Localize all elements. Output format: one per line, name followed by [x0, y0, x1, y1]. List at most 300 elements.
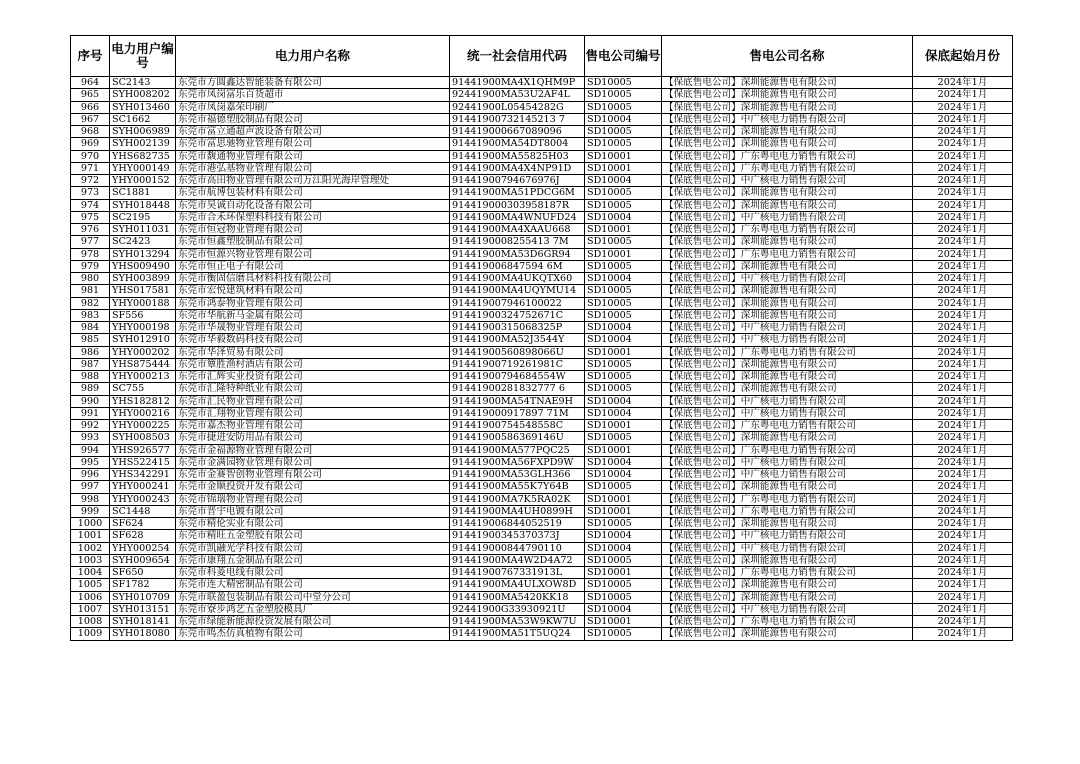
company-name-cell: 【保底售电公司】广东粤电电力销售有限公司 [662, 493, 913, 505]
company-no-cell: SD10005 [585, 126, 662, 138]
start-month-cell: 2024年1月 [913, 603, 1013, 615]
seq-cell: 1005 [71, 579, 110, 591]
seq-cell: 991 [71, 407, 110, 419]
user-name-cell: 东莞市金赛智创物业管理有限公司 [176, 469, 450, 481]
table-row [71, 248, 1013, 260]
user-no-cell: YHS682735 [110, 150, 176, 162]
company-no-cell: SD10004 [585, 334, 662, 346]
credit-code-cell: 91441900754548558C [450, 420, 585, 432]
company-no-cell: SD10005 [585, 260, 662, 272]
seq-cell: 981 [71, 285, 110, 297]
company-no-cell: SD10004 [585, 542, 662, 554]
company-no-cell: SD10005 [585, 77, 662, 89]
company-no-cell: SD10005 [585, 199, 662, 211]
start-month-cell: 2024年1月 [913, 150, 1013, 162]
credit-code-cell: 914419006847594 6M [450, 260, 585, 272]
start-month-cell: 2024年1月 [913, 297, 1013, 309]
seq-cell: 978 [71, 248, 110, 260]
table-row [71, 579, 1013, 591]
company-name-cell: 【保底售电公司】深圳能源售电有限公司 [662, 481, 913, 493]
start-month-cell: 2024年1月 [913, 187, 1013, 199]
seq-cell: 976 [71, 224, 110, 236]
seq-cell: 995 [71, 456, 110, 468]
company-name-cell: 【保底售电公司】广东粤电电力销售有限公司 [662, 224, 913, 236]
company-no-cell: SD10005 [585, 481, 662, 493]
user-no-cell: SYH018141 [110, 616, 176, 628]
start-month-cell: 2024年1月 [913, 567, 1013, 579]
start-month-cell: 2024年1月 [913, 346, 1013, 358]
start-month-cell: 2024年1月 [913, 456, 1013, 468]
seq-cell: 973 [71, 187, 110, 199]
user-no-cell: SYH008503 [110, 432, 176, 444]
company-no-cell: SD10001 [585, 248, 662, 260]
table-row [71, 309, 1013, 321]
user-name-cell: 东莞市港弘基物业管理有限公司 [176, 162, 450, 174]
company-name-cell: 【保底售电公司】深圳能源售电有限公司 [662, 591, 913, 603]
start-month-cell: 2024年1月 [913, 505, 1013, 517]
company-no-cell: SD10005 [585, 518, 662, 530]
start-month-cell: 2024年1月 [913, 236, 1013, 248]
user-name-cell: 东莞市联盈包装制品有限公司中堂分公司 [176, 591, 450, 603]
credit-code-cell: 914419000844790110 [450, 542, 585, 554]
user-name-cell: 东莞市福德塑胶制品有限公司 [176, 113, 450, 125]
user-name-cell: 东莞市馥通物业管理有限公司 [176, 150, 450, 162]
user-name-cell: 东莞市方圆鑫达智能装备有限公司 [176, 77, 450, 89]
credit-code-cell: 91441900794684554W [450, 371, 585, 383]
company-no-cell: SD10005 [585, 554, 662, 566]
header-user-no: 电力用户编号 [110, 36, 176, 77]
credit-code-cell: 91441900MA54TNAE9H [450, 395, 585, 407]
credit-code-cell: 9144190008255413 7M [450, 236, 585, 248]
company-name-cell: 【保底售电公司】中广核电力销售有限公司 [662, 322, 913, 334]
user-no-cell: SF624 [110, 518, 176, 530]
table-row [71, 628, 1013, 640]
user-no-cell: SF556 [110, 309, 176, 321]
user-no-cell: YHS017581 [110, 285, 176, 297]
start-month-cell: 2024年1月 [913, 322, 1013, 334]
user-no-cell: SYH018080 [110, 628, 176, 640]
user-name-cell: 东莞市凤岗嘉荣印刷厂 [176, 101, 450, 113]
user-name-cell: 东莞市高田物业管理有限公司万江阳光海岸管理处 [176, 175, 450, 187]
user-name-cell: 东莞市凯融光学科技有限公司 [176, 542, 450, 554]
company-name-cell: 【保底售电公司】中广核电力销售有限公司 [662, 456, 913, 468]
table-row [71, 162, 1013, 174]
start-month-cell: 2024年1月 [913, 89, 1013, 101]
user-no-cell: YHY000216 [110, 407, 176, 419]
seq-cell: 1000 [71, 518, 110, 530]
header-company-no: 售电公司编号 [585, 36, 662, 77]
user-name-cell: 东莞市捷进安防用品有限公司 [176, 432, 450, 444]
table-row [71, 358, 1013, 370]
table-row [71, 138, 1013, 150]
credit-code-cell: 91441900794676976J [450, 175, 585, 187]
user-name-cell: 东莞市金顺投资开发有限公司 [176, 481, 450, 493]
table-row [71, 346, 1013, 358]
seq-cell: 1009 [71, 628, 110, 640]
table-row [71, 322, 1013, 334]
credit-code-cell: 91441900MA54DT8004 [450, 138, 585, 150]
company-name-cell: 【保底售电公司】广东粤电电力销售有限公司 [662, 616, 913, 628]
user-name-cell: 东莞市精旺五金塑胶有限公司 [176, 530, 450, 542]
company-name-cell: 【保底售电公司】中广核电力销售有限公司 [662, 334, 913, 346]
seq-cell: 1003 [71, 554, 110, 566]
user-name-cell: 东莞市凤岗富乐百货超市 [176, 89, 450, 101]
header-company-name: 售电公司名称 [662, 36, 913, 77]
seq-cell: 964 [71, 77, 110, 89]
table-row [71, 481, 1013, 493]
seq-cell: 972 [71, 175, 110, 187]
table-row [71, 89, 1013, 101]
seq-cell: 979 [71, 260, 110, 272]
seq-cell: 998 [71, 493, 110, 505]
credit-code-cell: 91441900MA53D6GR94 [450, 248, 585, 260]
user-name-cell: 东莞市科菱电线有限公司 [176, 567, 450, 579]
start-month-cell: 2024年1月 [913, 101, 1013, 113]
company-no-cell: SD10005 [585, 187, 662, 199]
credit-code-cell: 91441900560898066U [450, 346, 585, 358]
guarantee-supply-table [70, 35, 1013, 641]
company-name-cell: 【保底售电公司】深圳能源售电有限公司 [662, 297, 913, 309]
user-no-cell: YHS522415 [110, 456, 176, 468]
seq-cell: 1006 [71, 591, 110, 603]
seq-cell: 996 [71, 469, 110, 481]
user-no-cell: YHS926577 [110, 444, 176, 456]
credit-code-cell: 91441900MA55K7Y64B [450, 481, 585, 493]
seq-cell: 977 [71, 236, 110, 248]
company-name-cell: 【保底售电公司】广东粤电电力销售有限公司 [662, 346, 913, 358]
company-name-cell: 【保底售电公司】深圳能源售电有限公司 [662, 236, 913, 248]
user-no-cell: SYH003899 [110, 273, 176, 285]
table-row [71, 395, 1013, 407]
seq-cell: 967 [71, 113, 110, 125]
start-month-cell: 2024年1月 [913, 407, 1013, 419]
company-name-cell: 【保底售电公司】中广核电力销售有限公司 [662, 407, 913, 419]
table-row [71, 616, 1013, 628]
table-row [71, 101, 1013, 113]
start-month-cell: 2024年1月 [913, 273, 1013, 285]
table-row [71, 297, 1013, 309]
user-no-cell: YHS009490 [110, 260, 176, 272]
seq-cell: 968 [71, 126, 110, 138]
start-month-cell: 2024年1月 [913, 493, 1013, 505]
company-no-cell: SD10004 [585, 456, 662, 468]
seq-cell: 969 [71, 138, 110, 150]
user-no-cell: SF628 [110, 530, 176, 542]
seq-cell: 988 [71, 371, 110, 383]
user-name-cell: 东莞市华航新马金属有限公司 [176, 309, 450, 321]
start-month-cell: 2024年1月 [913, 260, 1013, 272]
header-credit-code: 统一社会信用代码 [450, 36, 585, 77]
table-row [71, 420, 1013, 432]
user-no-cell: YHY000241 [110, 481, 176, 493]
company-no-cell: SD10001 [585, 162, 662, 174]
company-no-cell: SD10005 [585, 297, 662, 309]
user-no-cell: YHY000188 [110, 297, 176, 309]
start-month-cell: 2024年1月 [913, 591, 1013, 603]
company-no-cell: SD10001 [585, 420, 662, 432]
credit-code-cell: 91441900MA7K5RA02K [450, 493, 585, 505]
company-no-cell: SD10005 [585, 383, 662, 395]
seq-cell: 987 [71, 358, 110, 370]
start-month-cell: 2024年1月 [913, 469, 1013, 481]
credit-code-cell: 914419000667089096 [450, 126, 585, 138]
start-month-cell: 2024年1月 [913, 248, 1013, 260]
user-no-cell: YHY000198 [110, 322, 176, 334]
user-no-cell: SYH010709 [110, 591, 176, 603]
user-no-cell: SYH006989 [110, 126, 176, 138]
company-name-cell: 【保底售电公司】深圳能源售电有限公司 [662, 518, 913, 530]
user-name-cell: 东莞市连大精密制品有限公司 [176, 579, 450, 591]
credit-code-cell: 92441900MA53U2AF4L [450, 89, 585, 101]
company-no-cell: SD10005 [585, 89, 662, 101]
company-name-cell: 【保底售电公司】广东粤电电力销售有限公司 [662, 444, 913, 456]
table-row [71, 211, 1013, 223]
table-row [71, 554, 1013, 566]
start-month-cell: 2024年1月 [913, 628, 1013, 640]
user-no-cell: SYH009654 [110, 554, 176, 566]
spreadsheet-page [70, 35, 1012, 641]
credit-code-cell: 91441900719261981C [450, 358, 585, 370]
company-name-cell: 【保底售电公司】深圳能源售电有限公司 [662, 358, 913, 370]
user-no-cell: YHS182812 [110, 395, 176, 407]
table-row [71, 591, 1013, 603]
table-row [71, 383, 1013, 395]
credit-code-cell: 91441900MA53GLH366 [450, 469, 585, 481]
user-name-cell: 东莞市锦瑞物业管理有限公司 [176, 493, 450, 505]
company-no-cell: SD10004 [585, 469, 662, 481]
company-name-cell: 【保底售电公司】广东粤电电力销售有限公司 [662, 248, 913, 260]
seq-cell: 1007 [71, 603, 110, 615]
start-month-cell: 2024年1月 [913, 432, 1013, 444]
table-row [71, 126, 1013, 138]
credit-code-cell: 91441900MA577PQC25 [450, 444, 585, 456]
company-no-cell: SD10001 [585, 493, 662, 505]
company-no-cell: SD10005 [585, 358, 662, 370]
company-no-cell: SD10001 [585, 346, 662, 358]
credit-code-cell: 91441900MA56FXPD9W [450, 456, 585, 468]
seq-cell: 993 [71, 432, 110, 444]
seq-cell: 980 [71, 273, 110, 285]
company-no-cell: SD10001 [585, 616, 662, 628]
credit-code-cell: 91441900MA52J3544Y [450, 334, 585, 346]
table-row [71, 175, 1013, 187]
table-row [71, 77, 1013, 89]
company-no-cell: SD10004 [585, 603, 662, 615]
user-name-cell: 东莞市衡固信磨具材料科技有限公司 [176, 273, 450, 285]
table-row [71, 260, 1013, 272]
table-row [71, 273, 1013, 285]
company-no-cell: SD10001 [585, 444, 662, 456]
start-month-cell: 2024年1月 [913, 224, 1013, 236]
start-month-cell: 2024年1月 [913, 138, 1013, 150]
start-month-cell: 2024年1月 [913, 530, 1013, 542]
user-name-cell: 东莞市恒冠物业管理有限公司 [176, 224, 450, 236]
user-name-cell: 东莞市合禾环保塑料科技有限公司 [176, 211, 450, 223]
company-no-cell: SD10005 [585, 285, 662, 297]
table-row [71, 236, 1013, 248]
user-name-cell: 东莞市汇隆特种纸业有限公司 [176, 383, 450, 395]
seq-cell: 970 [71, 150, 110, 162]
company-name-cell: 【保底售电公司】广东粤电电力销售有限公司 [662, 150, 913, 162]
company-no-cell: SD10005 [585, 432, 662, 444]
company-name-cell: 【保底售电公司】深圳能源售电有限公司 [662, 285, 913, 297]
company-name-cell: 【保底售电公司】深圳能源售电有限公司 [662, 260, 913, 272]
user-name-cell: 东莞市寮步鸿艺五金塑胶模具厂 [176, 603, 450, 615]
start-month-cell: 2024年1月 [913, 199, 1013, 211]
user-name-cell: 东莞市嘉杰物业管理有限公司 [176, 420, 450, 432]
start-month-cell: 2024年1月 [913, 113, 1013, 125]
user-no-cell: SYH011031 [110, 224, 176, 236]
seq-cell: 986 [71, 346, 110, 358]
company-name-cell: 【保底售电公司】深圳能源售电有限公司 [662, 187, 913, 199]
user-name-cell: 东莞市精伦实业有限公司 [176, 518, 450, 530]
company-no-cell: SD10005 [585, 138, 662, 150]
table-row [71, 542, 1013, 554]
credit-code-cell: 91441900MA51T5UQ24 [450, 628, 585, 640]
start-month-cell: 2024年1月 [913, 126, 1013, 138]
table-row [71, 505, 1013, 517]
user-no-cell: YHY000152 [110, 175, 176, 187]
credit-code-cell: 914419007946100022 [450, 297, 585, 309]
seq-cell: 989 [71, 383, 110, 395]
start-month-cell: 2024年1月 [913, 211, 1013, 223]
table-row [71, 187, 1013, 199]
company-name-cell: 【保底售电公司】中广核电力销售有限公司 [662, 469, 913, 481]
credit-code-cell: 91441900MA4XAAU668 [450, 224, 585, 236]
user-name-cell: 东莞市绿能新能源投资发展有限公司 [176, 616, 450, 628]
company-name-cell: 【保底售电公司】深圳能源售电有限公司 [662, 628, 913, 640]
user-no-cell: SC2423 [110, 236, 176, 248]
seq-cell: 1001 [71, 530, 110, 542]
credit-code-cell: 91441900MA4W2D4A72 [450, 554, 585, 566]
header-seq: 序号 [71, 36, 110, 77]
user-no-cell: SF1782 [110, 579, 176, 591]
user-no-cell: SC1662 [110, 113, 176, 125]
credit-code-cell: 91441900MA53W9KW7U [450, 616, 585, 628]
user-no-cell: SC2143 [110, 77, 176, 89]
start-month-cell: 2024年1月 [913, 358, 1013, 370]
company-name-cell: 【保底售电公司】广东粤电电力销售有限公司 [662, 162, 913, 174]
company-no-cell: SD10004 [585, 530, 662, 542]
credit-code-cell: 91441900324752671C [450, 309, 585, 321]
company-no-cell: SD10004 [585, 113, 662, 125]
user-no-cell: SYH018448 [110, 199, 176, 211]
table-body [71, 77, 1013, 641]
start-month-cell: 2024年1月 [913, 285, 1013, 297]
credit-code-cell: 91441900MA4ULXOW8D [450, 579, 585, 591]
start-month-cell: 2024年1月 [913, 444, 1013, 456]
seq-cell: 992 [71, 420, 110, 432]
table-row [71, 432, 1013, 444]
seq-cell: 982 [71, 297, 110, 309]
user-no-cell: SYH012910 [110, 334, 176, 346]
user-name-cell: 东莞市汇民物业管理有限公司 [176, 395, 450, 407]
start-month-cell: 2024年1月 [913, 334, 1013, 346]
company-no-cell: SD10001 [585, 224, 662, 236]
credit-code-cell: 91441900MA51PDCG6M [450, 187, 585, 199]
start-month-cell: 2024年1月 [913, 309, 1013, 321]
company-name-cell: 【保底售电公司】中广核电力销售有限公司 [662, 211, 913, 223]
credit-code-cell: 91441900767331913L [450, 567, 585, 579]
company-name-cell: 【保底售电公司】深圳能源售电有限公司 [662, 138, 913, 150]
company-no-cell: SD10004 [585, 407, 662, 419]
company-no-cell: SD10004 [585, 395, 662, 407]
company-name-cell: 【保底售电公司】中广核电力销售有限公司 [662, 395, 913, 407]
user-name-cell: 东莞市华毅数码科技有限公司 [176, 334, 450, 346]
company-name-cell: 【保底售电公司】深圳能源售电有限公司 [662, 383, 913, 395]
company-name-cell: 【保底售电公司】中广核电力销售有限公司 [662, 530, 913, 542]
table-row [71, 199, 1013, 211]
seq-cell: 990 [71, 395, 110, 407]
user-no-cell: SC2195 [110, 211, 176, 223]
start-month-cell: 2024年1月 [913, 481, 1013, 493]
start-month-cell: 2024年1月 [913, 579, 1013, 591]
company-no-cell: SD10004 [585, 322, 662, 334]
user-no-cell: YHY000213 [110, 371, 176, 383]
start-month-cell: 2024年1月 [913, 395, 1013, 407]
company-name-cell: 【保底售电公司】广东粤电电力销售有限公司 [662, 567, 913, 579]
seq-cell: 985 [71, 334, 110, 346]
user-name-cell: 东莞市康翔五金制品有限公司 [176, 554, 450, 566]
company-no-cell: SD10001 [585, 567, 662, 579]
user-name-cell: 东莞市簟胜渔村酒店有限公司 [176, 358, 450, 370]
company-name-cell: 【保底售电公司】深圳能源售电有限公司 [662, 554, 913, 566]
user-name-cell: 东莞市富立通超声波设备有限公司 [176, 126, 450, 138]
seq-cell: 1002 [71, 542, 110, 554]
start-month-cell: 2024年1月 [913, 420, 1013, 432]
user-name-cell: 东莞市宏悦建筑材料有限公司 [176, 285, 450, 297]
user-name-cell: 东莞市恒正电子有限公司 [176, 260, 450, 272]
company-name-cell: 【保底售电公司】中广核电力销售有限公司 [662, 273, 913, 285]
company-no-cell: SD10001 [585, 505, 662, 517]
user-name-cell: 东莞市金满园物业管理有限公司 [176, 456, 450, 468]
company-name-cell: 【保底售电公司】深圳能源售电有限公司 [662, 77, 913, 89]
seq-cell: 984 [71, 322, 110, 334]
user-name-cell: 东莞市汇辉实业投资有限公司 [176, 371, 450, 383]
company-name-cell: 【保底售电公司】广东粤电电力销售有限公司 [662, 420, 913, 432]
start-month-cell: 2024年1月 [913, 175, 1013, 187]
company-no-cell: SD10004 [585, 273, 662, 285]
start-month-cell: 2024年1月 [913, 554, 1013, 566]
user-name-cell: 东莞市昊诚自动化设备有限公司 [176, 199, 450, 211]
table-row [71, 224, 1013, 236]
company-name-cell: 【保底售电公司】深圳能源售电有限公司 [662, 89, 913, 101]
user-no-cell: YHY000243 [110, 493, 176, 505]
company-name-cell: 【保底售电公司】中广核电力销售有限公司 [662, 113, 913, 125]
company-name-cell: 【保底售电公司】中广核电力销售有限公司 [662, 603, 913, 615]
seq-cell: 1008 [71, 616, 110, 628]
start-month-cell: 2024年1月 [913, 77, 1013, 89]
start-month-cell: 2024年1月 [913, 616, 1013, 628]
seq-cell: 975 [71, 211, 110, 223]
credit-code-cell: 91441900732145213 7 [450, 113, 585, 125]
user-no-cell: YHY000225 [110, 420, 176, 432]
table-row [71, 150, 1013, 162]
table-row [71, 407, 1013, 419]
seq-cell: 974 [71, 199, 110, 211]
table-row [71, 518, 1013, 530]
credit-code-cell: 91441900MA4UKQTX60 [450, 273, 585, 285]
user-no-cell: SYH013151 [110, 603, 176, 615]
header-user-name: 电力用户名称 [176, 36, 450, 77]
company-name-cell: 【保底售电公司】中广核电力销售有限公司 [662, 542, 913, 554]
user-no-cell: SYH013294 [110, 248, 176, 260]
user-name-cell: 东莞市恒源兴物业管理有限公司 [176, 248, 450, 260]
company-name-cell: 【保底售电公司】深圳能源售电有限公司 [662, 101, 913, 113]
user-name-cell: 东莞市汇翔物业管理有限公司 [176, 407, 450, 419]
user-no-cell: SYH013460 [110, 101, 176, 113]
user-no-cell: SC755 [110, 383, 176, 395]
